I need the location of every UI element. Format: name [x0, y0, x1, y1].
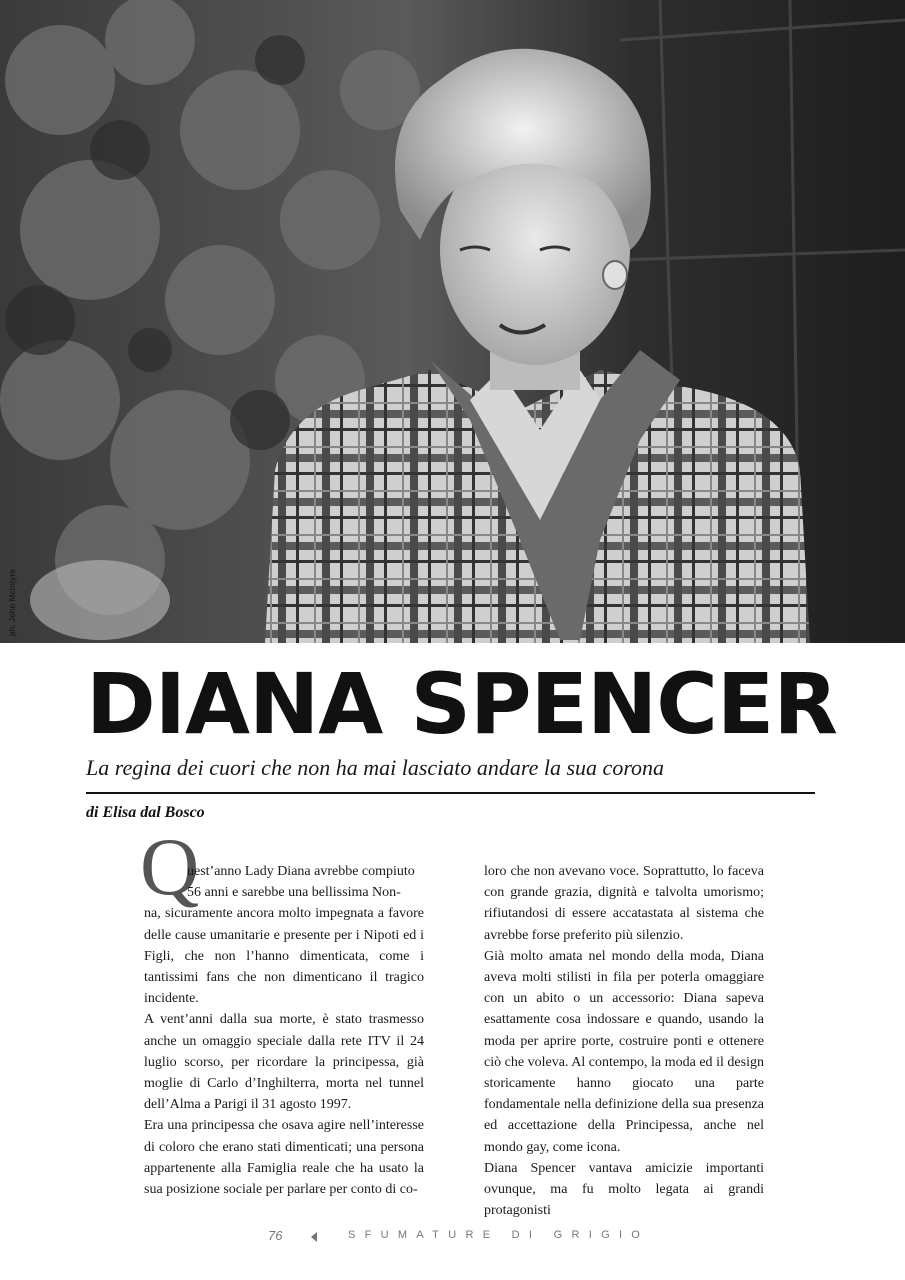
lead-line-2: 56 anni e sarebbe una bellissima Non- — [187, 885, 401, 901]
paragraph: Già molto amata nel mondo della moda, Diana aveva molti stilisti in fila per poterla omaggiare con un abito o un accessorio: Diana sapeva esattamente cosa indossare e quando, usando la moda per aprire porte, costruire ponti e ottenere ciò che voleva. Al contempo, la moda ed il design storicamente hanno giocato una parte fondamentale nella definizione della sua presenza ed accettazione della Principessa, anche nel mondo gay, come icona. — [484, 948, 764, 1155]
paragraph — [144, 861, 424, 1009]
page-footer — [0, 1226, 905, 1246]
article-column-right — [484, 861, 764, 1221]
lead-line-1: uest’anno Lady Diana avrebbe compiuto — [187, 864, 415, 879]
left-triangle-icon — [311, 1232, 317, 1242]
paragraph: Diana Spencer vantava amicizie importanti ovunque, ma fu molto legata ai grandi protagonisti — [484, 1160, 764, 1219]
title-divider — [86, 792, 815, 794]
photo-credit: ph. John McIntyre — [8, 569, 17, 636]
article-column-left — [144, 861, 424, 1200]
drop-cap: Q — [140, 821, 200, 912]
article-title: DIANA SPENCER — [86, 655, 837, 753]
page-number: 76 — [268, 1228, 283, 1243]
magazine-name: SFUMATURE DI GRIGIO — [348, 1229, 650, 1241]
paragraph: A vent’anni dalla sua morte, è stato trasmesso anche un omaggio speciale dalla rete ITV il 24 luglio scorso, per ricordare la principessa, già moglie di Carlo d’Inghilterra, morta nel tunnel dell’Alma a Parigi il 31 agosto 1997. — [144, 1012, 424, 1113]
paragraph-text: na, sicuramente ancora molto impegnata a favore delle cause umanitarie e presente per i Nipoti ed i Figli, che non l’hanno dimenticata, come i tantissimi fans che non dimenticano il tragico incidente. — [144, 906, 424, 1007]
paragraph: Era una principessa che osava agire nell’interesse di coloro che erano stati dimenticati; una persona appartenente alla Famiglia reale che ha usato la sua posizione sociale per parlare per conto di co- — [144, 1118, 424, 1198]
article-subtitle: La regina dei cuori che non ha mai lasciato andare la sua corona — [86, 755, 665, 780]
paragraph: loro che non avevano voce. Soprattutto, lo faceva con grande grazia, dignità e talvolta umorismo; rifiutandosi di essere accatastata al sistema che avrebbe forse preferito più silenzio. — [484, 864, 764, 943]
article-byline: di Elisa dal Bosco — [86, 804, 205, 821]
